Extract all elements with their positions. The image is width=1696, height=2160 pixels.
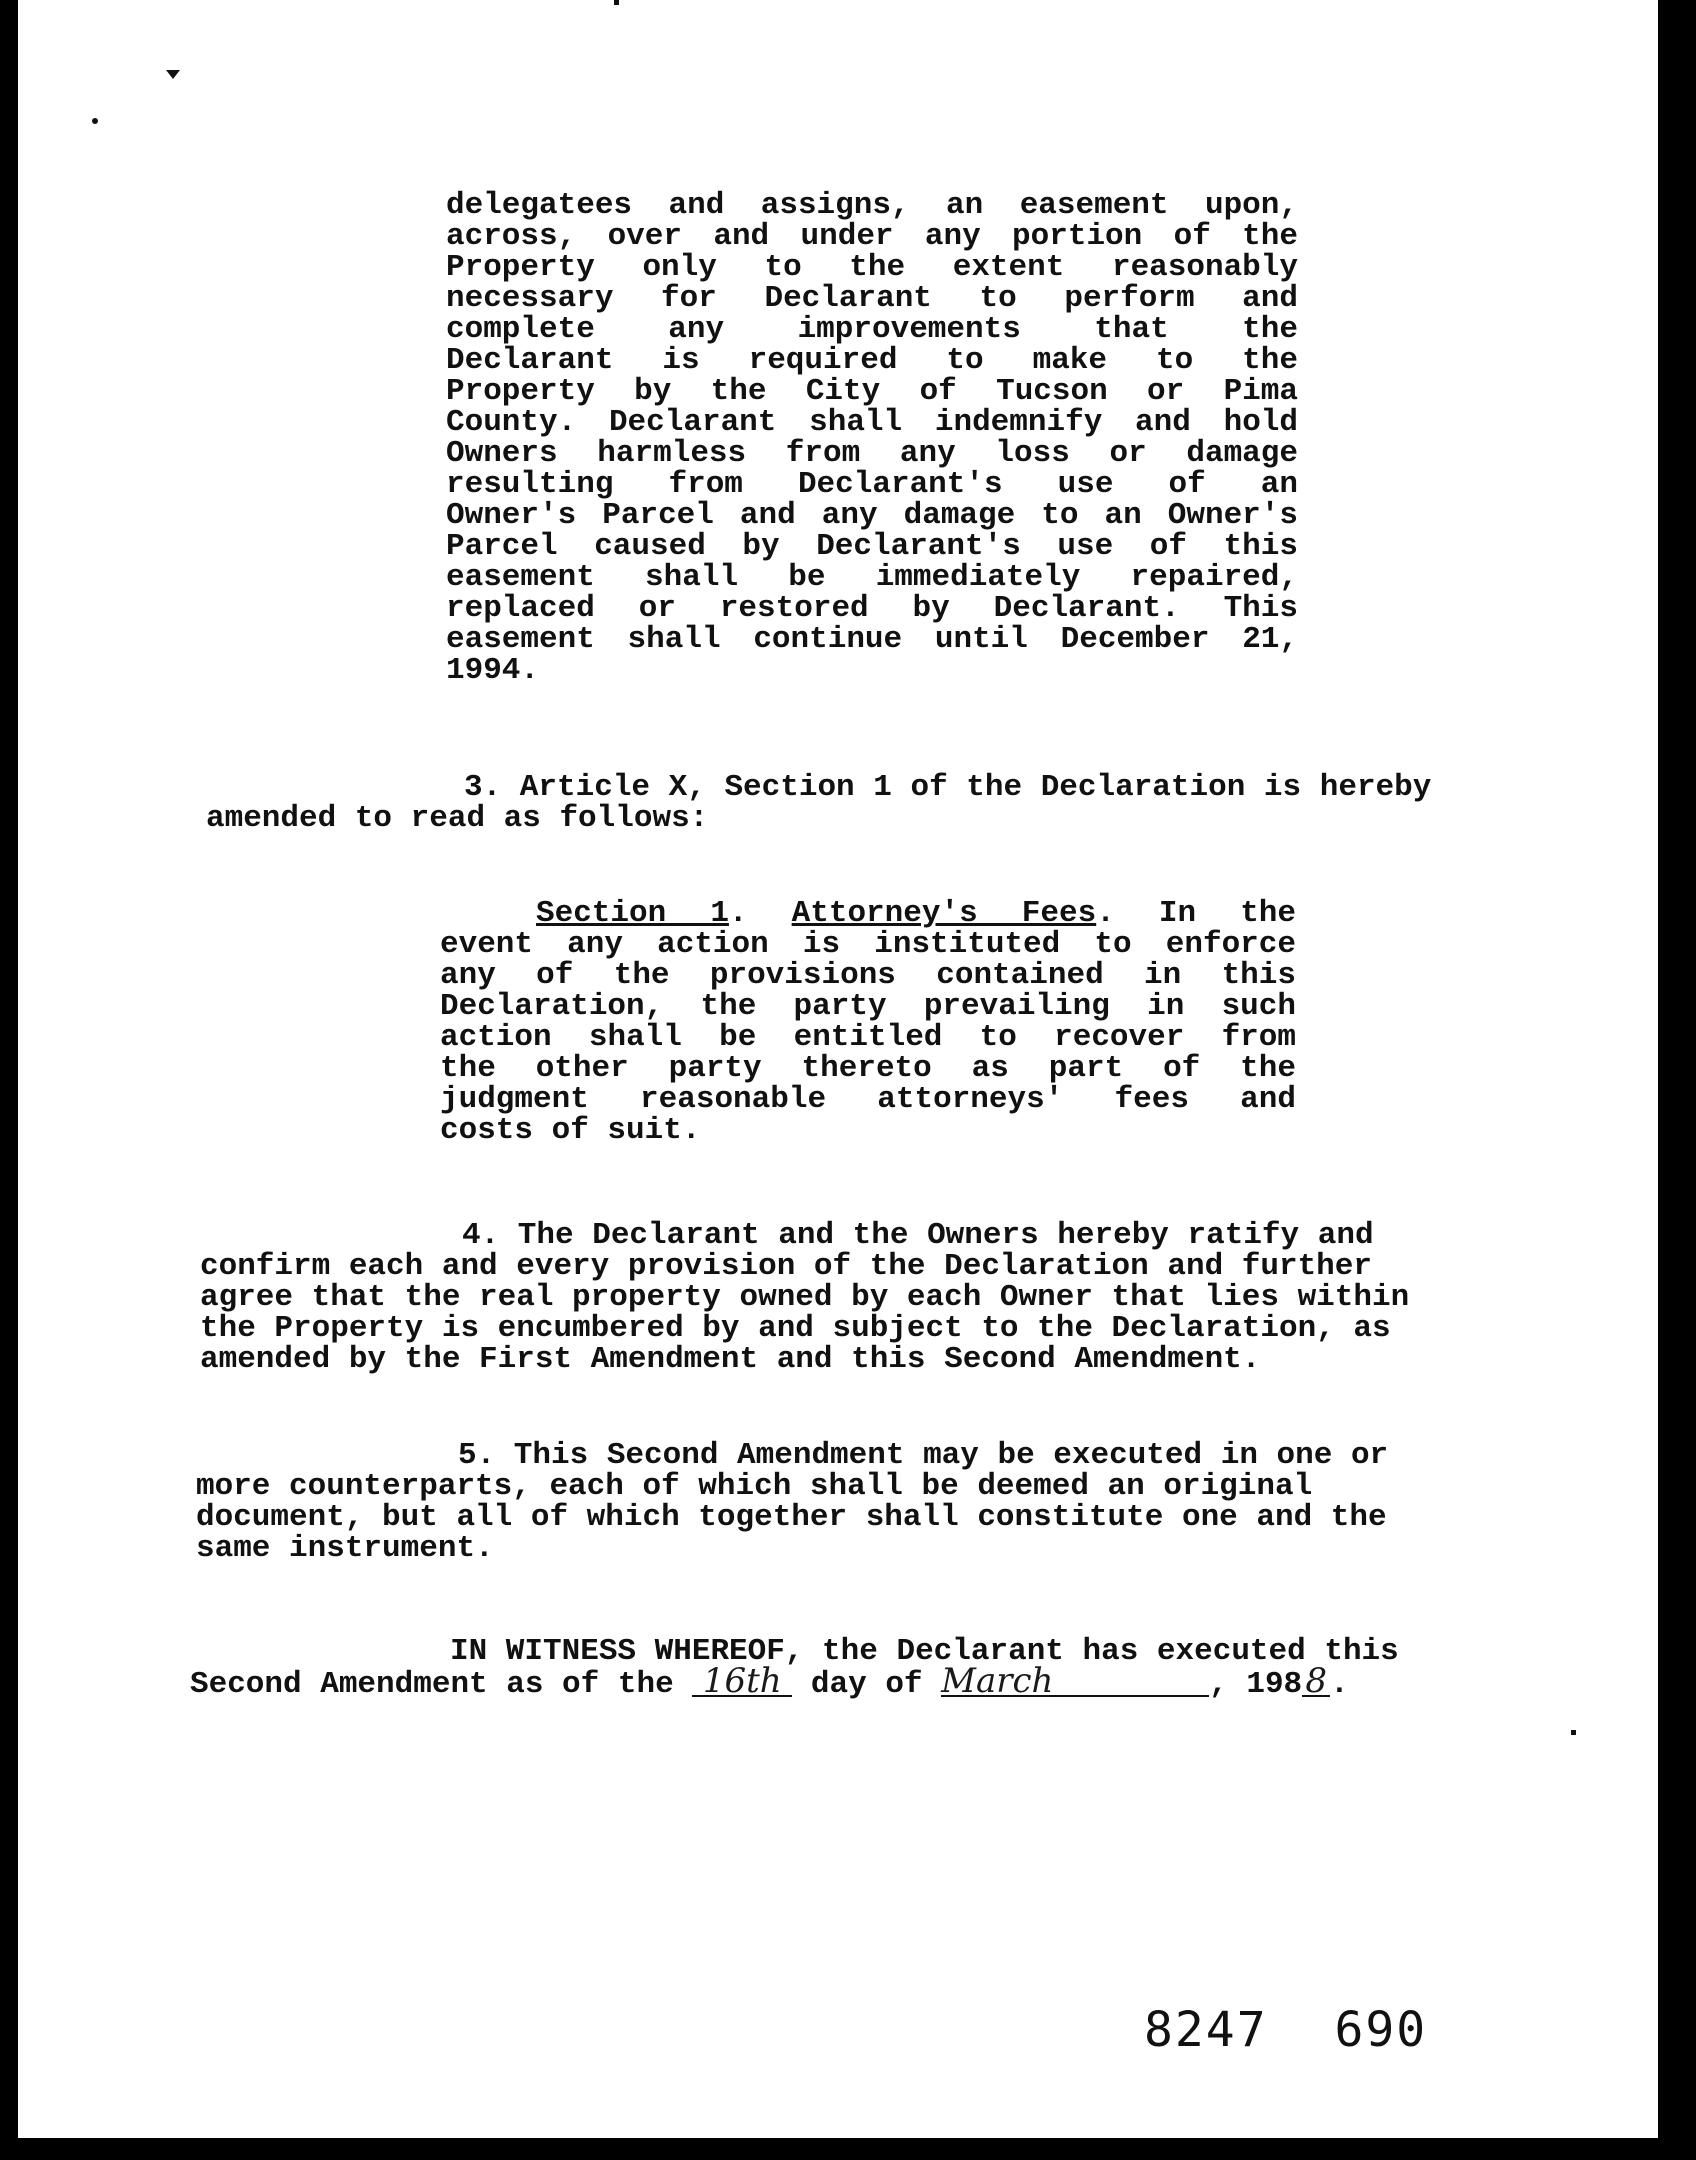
scan-speck bbox=[166, 70, 180, 79]
text-line: easement shall be immediately repaired, bbox=[446, 560, 1298, 595]
text-line: resulting from Declarant's use of an bbox=[446, 467, 1298, 502]
text-line: Second Amendment as of the 16th day of March , 1988 . bbox=[190, 1661, 1349, 1702]
easement-paragraph bbox=[446, 190, 1298, 686]
text-line: Property by the City of Tucson or Pima bbox=[446, 374, 1298, 409]
text-line: confirm each and every provision of the Declaration and further bbox=[200, 1249, 1372, 1284]
text-line: Declaration, the party prevailing in such bbox=[440, 989, 1296, 1024]
scan-speck bbox=[92, 118, 98, 124]
text-line: 1994. bbox=[446, 653, 540, 688]
text-line: Owner's Parcel and any damage to an Owner's bbox=[446, 498, 1298, 533]
section-title: Attorney's Fees bbox=[791, 896, 1097, 931]
text-line: 3. Article X, Section 1 of the Declaration is hereby bbox=[464, 770, 1432, 805]
text-line: same instrument. bbox=[196, 1531, 494, 1566]
text-line: Property only to the extent reasonably bbox=[446, 250, 1298, 285]
text-line: the other party thereto as part of the bbox=[440, 1051, 1296, 1086]
text-line: agree that the real property owned by each Owner that lies within bbox=[200, 1280, 1410, 1315]
text-line: more counterparts, each of which shall be deemed an original bbox=[196, 1469, 1313, 1504]
text-line: amended to read as follows: bbox=[206, 801, 709, 836]
paragraph-5 bbox=[196, 1440, 1482, 1564]
text-line: document, but all of which together shall constitute one and the bbox=[196, 1500, 1387, 1535]
text-line: complete any improvements that the bbox=[446, 312, 1298, 347]
scan-speck bbox=[614, 0, 619, 5]
text-line: judgment reasonable attorneys' fees and bbox=[440, 1082, 1296, 1117]
paragraph-3 bbox=[206, 772, 1486, 834]
handwritten-day: 16th bbox=[692, 1667, 792, 1697]
text-line: across, over and under any portion of the bbox=[446, 219, 1298, 254]
document-page bbox=[18, 0, 1658, 2138]
text-line: Declarant is required to make to the bbox=[446, 343, 1298, 378]
text-line: easement shall continue until December 21, bbox=[446, 622, 1298, 657]
witness-clause bbox=[190, 1636, 1490, 1700]
text-line: County. Declarant shall indemnify and hold bbox=[446, 405, 1298, 440]
text-line: Owners harmless from any loss or damage bbox=[446, 436, 1298, 471]
text-line: the Property is encumbered by and subject to the Declaration, as bbox=[200, 1311, 1391, 1346]
paragraph-4 bbox=[200, 1220, 1484, 1375]
text-line: event any action is instituted to enforce bbox=[440, 927, 1296, 962]
handwritten-year-digit: 8 bbox=[1302, 1667, 1330, 1697]
text-line: replaced or restored by Declarant. This bbox=[446, 591, 1298, 626]
section-heading: Section 1 bbox=[536, 896, 729, 931]
text-line: amended by the First Amendment and this Second Amendment. bbox=[200, 1342, 1261, 1377]
text-line: Section 1. Attorney's Fees. In the bbox=[536, 896, 1296, 931]
text-line: 5. This Second Amendment may be executed in one or bbox=[458, 1438, 1389, 1473]
text-line: necessary for Declarant to perform and bbox=[446, 281, 1298, 316]
section-1-attorneys-fees bbox=[440, 898, 1296, 1146]
text-line: any of the provisions contained in this bbox=[440, 958, 1296, 993]
text-line: 4. The Declarant and the Owners hereby ratify and bbox=[462, 1218, 1374, 1253]
text-line: action shall be entitled to recover from bbox=[440, 1020, 1296, 1055]
scan-speck bbox=[1571, 1730, 1576, 1735]
text-line: delegatees and assigns, an easement upon, bbox=[446, 188, 1298, 223]
text-line: IN WITNESS WHEREOF, the Declarant has executed this bbox=[450, 1634, 1399, 1669]
handwritten-month: March bbox=[941, 1667, 1209, 1697]
text-line: Parcel caused by Declarant's use of this bbox=[446, 529, 1298, 564]
text-line: costs of suit. bbox=[440, 1113, 701, 1148]
recording-page-number: 8247 690 bbox=[1144, 2002, 1428, 2058]
